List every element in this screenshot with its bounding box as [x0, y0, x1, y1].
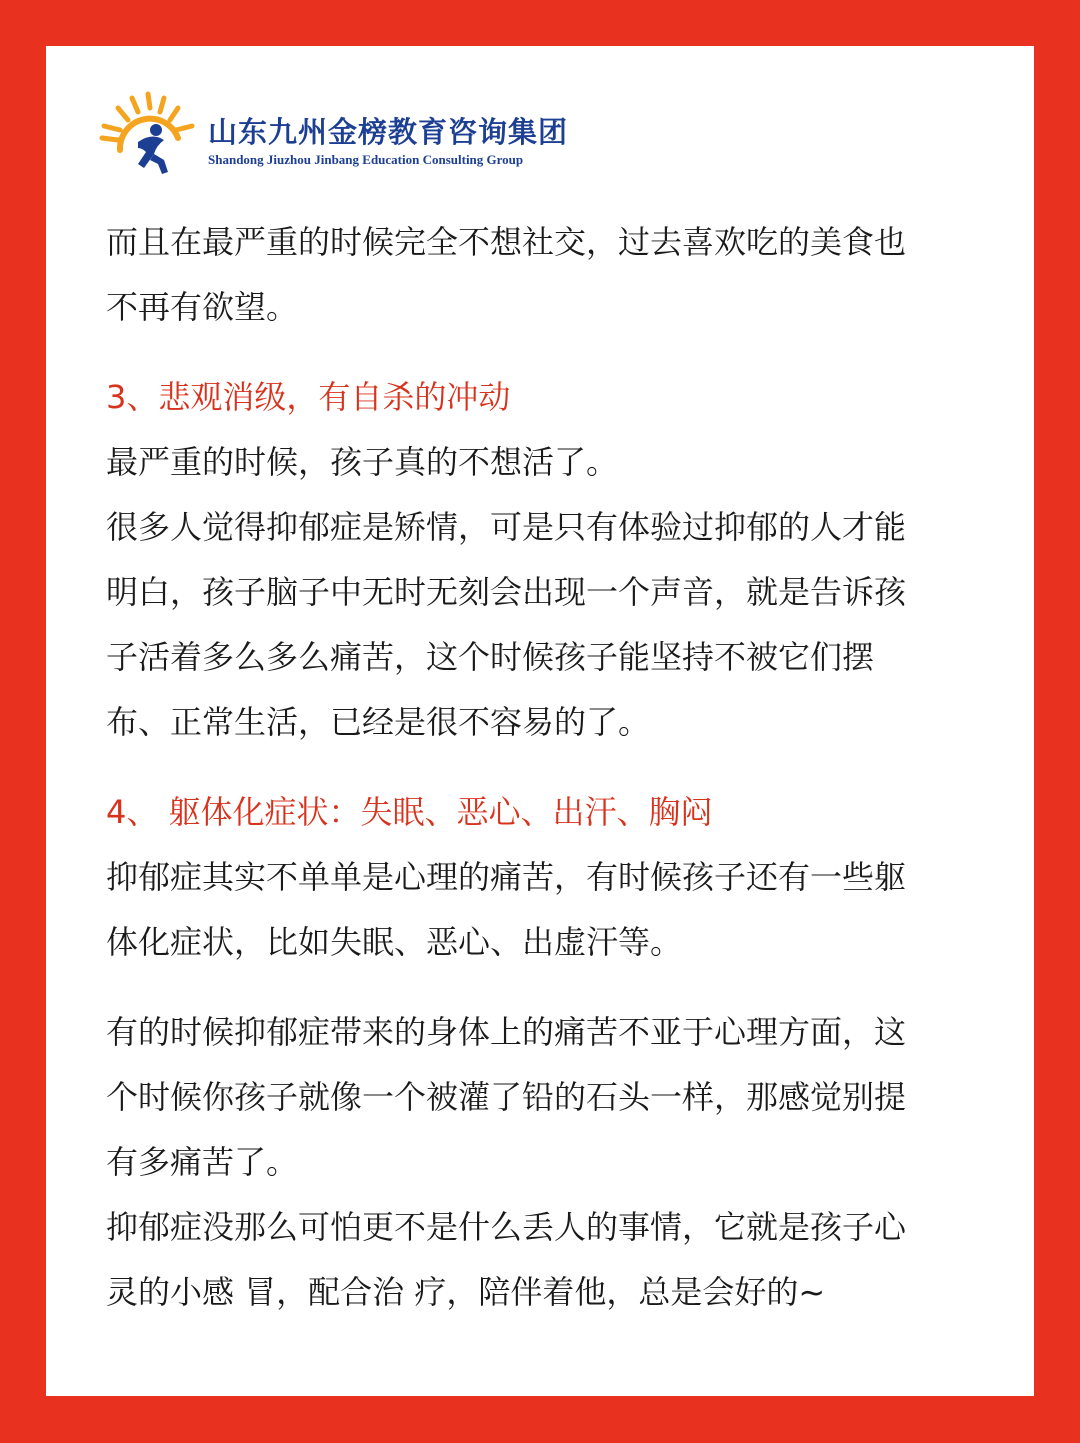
section-3-text: 子活着多么多么痛苦，这个时候孩子能坚持不被它们摆 — [106, 638, 875, 676]
section-4-text: 个时候你孩子就像一个被灌了铅的石头一样，那感觉别提 — [106, 1078, 907, 1116]
brand-name-en: Shandong Jiuzhou Jinbang Education Consulting Group — [208, 152, 524, 167]
section-4-text: 灵的小感 冒，配合治 疗，陪伴着他，总是会好的~ — [106, 1273, 826, 1311]
intro-line: 而且在最严重的时候完全不想社交，过去喜欢吃的美食也 — [106, 223, 907, 261]
section-4-text: 有的时候抑郁症带来的身体上的痛苦不亚于心理方面，这 — [106, 1013, 907, 1051]
section-3-text: 明白，孩子脑子中无时无刻会出现一个声音，就是告诉孩 — [106, 573, 907, 611]
section-4-text: 体化症状，比如失眠、恶心、出虚汗等。 — [106, 923, 683, 961]
section-4-text: 抑郁症没那么可怕更不是什么丢人的事情，它就是孩子心 — [106, 1208, 907, 1246]
sun-runner-logo-icon — [98, 88, 198, 180]
intro-line: 不再有欲望。 — [106, 288, 299, 326]
section-4-heading: 4、 躯体化症状：失眠、恶心、出汗、胸闷 — [106, 793, 713, 831]
article-body — [106, 210, 986, 1325]
brand-name-cn: 山东九州金榜教育咨询集团 — [208, 115, 569, 149]
section-3-text: 布、正常生活，已经是很不容易的了。 — [106, 703, 651, 741]
section-3-text: 很多人觉得抑郁症是矫情，可是只有体验过抑郁的人才能 — [106, 508, 907, 546]
section-3-heading: 3、悲观消级，有自杀的冲动 — [106, 378, 511, 416]
section-3-text: 最严重的时候，孩子真的不想活了。 — [106, 443, 619, 481]
section-4-text: 有多痛苦了。 — [106, 1143, 299, 1181]
brand-logo — [98, 88, 618, 180]
section-4-text: 抑郁症其实不单单是心理的痛苦，有时候孩子还有一些躯 — [106, 858, 907, 896]
